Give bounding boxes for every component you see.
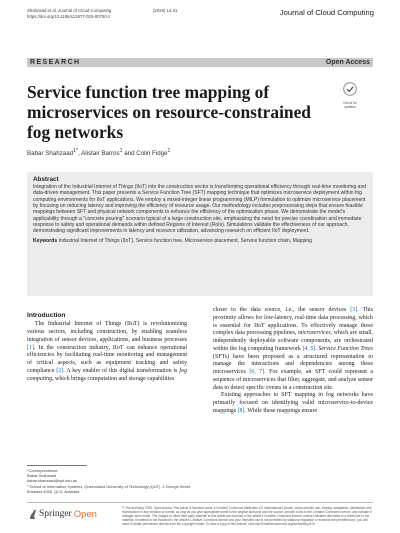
- journal-name: Journal of Cloud Computing: [279, 8, 374, 17]
- body-column-right: [213, 307, 373, 416]
- email-link[interactable]: babar.shahzaad@qut.edu.au: [27, 478, 78, 484]
- keywords: [33, 238, 367, 244]
- author-name: , Alistair Barros: [77, 150, 120, 158]
- doi-link[interactable]: https://doi.org/10.1186/s13677-025-00750-z: [27, 13, 111, 19]
- citation-link[interactable]: [4, 5]: [302, 345, 316, 352]
- citation-link[interactable]: [6, 7]: [249, 369, 265, 375]
- paragraph: Existing approaches to SFT mapping in fog networks have primarily focused on identifying valid microservice-to-device mappings [8]. While these mappings ensure: [213, 392, 373, 414]
- license-text: © The Author(s) 2025. Open Access This article is licensed under a Creative Commons Attribution 4.0 International License, which permits use, sharing, adaptation, distribution and reproduction in any medium or format, as long as you give appropriate credit to the original author(s) and the source, provide a link to the Creative Commons licence, and indicate if changes were made. The images or other third party material in this article are included in the article's Creative Commons licence, unless indicated otherwise in a credit line to the material. If material is not included in the article's Creative Commons licence and your intended use is not permitted by statutory regulation or exceeds the permitted use, you will need to obtain permission directly from the copyright holder. To view a copy of this licence, visit http://creativecommons.org/licenses/by/4.0/.: [122, 506, 372, 527]
- author-affil-mark: 1: [119, 148, 123, 154]
- author-affil-mark: 1: [167, 148, 171, 154]
- article-title: Service function tree mapping of microservices on resource-constrained fog networks: [27, 82, 311, 142]
- citation-link[interactable]: [2]: [56, 367, 64, 374]
- author-list: [27, 148, 170, 157]
- paragraph: closer to the data source, i.e., the sensor devices [3]. This proximity allows for low-latency, real-time data processing, which is essential for IIoT applications. To effectively manage these complex data processing pipelines, microservices, which are small, independently deployable software components, are orchestrated within the fog computing framework [4, 5]. Service Function Trees (SFTs) have been proposed as a structured representation to manage the interactions and dependencies among these microservices [6, 7]. For example, an SFT could represent a sequence of microservices that filter, aggregate, and analyze sensor data to detect specific events in a construction site.: [213, 307, 374, 391]
- citation-link[interactable]: [8]: [237, 407, 245, 414]
- crossmark-text: Check for updates: [342, 101, 358, 109]
- springer-horse-icon: [27, 508, 39, 520]
- author-name: and Colin Fidge: [122, 150, 168, 158]
- footnote-line: Babar Shahzaad: [27, 473, 56, 479]
- publisher-logo: [27, 508, 97, 520]
- paragraph: The Industrial Internet of Things (IIoT) is revolutionizing various sectors, including construction, by enabling seamless integration of sensor devices, applications, and business processes [1]. In the construction industry, IIoT can enhance operational efficiencies by facilitating real-time monitoring and management of critical aspects, such as equipment tracking and safety compliance [2]. A key enabler of this digital transformation is fog computing, which brings computation and storage capabilities: [27, 321, 187, 382]
- running-header: [27, 8, 111, 19]
- abstract-text: Integration of the Industrial Internet of Things (IIoT) into the construction sector is transforming operational efficiency through real-time monitoring and data-driven management. This paper presents a Service Function Tree (SFT) mapping technique that optimizes microservice deployment within fog computing environments for IIoT applications. We employ a mixed-integer linear programming (MILP) formulation to optimize microservice placement by focusing on reducing latency and improving the efficiency of resource usage. Our methodology includes preprocessing steps that ensure feasible mappings between SFT and physical network components to enhance the efficiency of the optimization phase. We demonstrate the model's applicability through a "concrete pouring" scenario typical of a large construction site, emphasizing the need for precise coordination and immediate response to safety and operational demands within defined Regions of Interest (RoIs). Simulations validate the effectiveness of our approach, demonstrating significant improvements in latency and resource utilization, advancing research on efficient IIoT deployment.: [33, 184, 367, 235]
- publisher-name: Springer: [39, 509, 72, 519]
- article-type-label: RESEARCH: [30, 59, 81, 66]
- section-heading: Introduction: [27, 312, 66, 319]
- keywords-label: Keywords: [33, 237, 58, 244]
- bottom-divider: [27, 502, 373, 503]
- author-affil-mark: 1*: [73, 148, 78, 154]
- footnote-line: *Correspondence:: [27, 468, 59, 473]
- crossmark-icon: [343, 82, 357, 96]
- keywords-text: Industrial Internet of Things (IIoT), Service function tree, Microservice placement, Service function chain, Mapping: [58, 237, 313, 244]
- crossmark-badge[interactable]: [339, 82, 361, 109]
- publisher-open: Open: [73, 508, 97, 520]
- footnote-divider: [27, 465, 87, 466]
- abstract-box: [27, 172, 373, 296]
- year-page: (2025) 14:31: [153, 8, 178, 13]
- citation-link[interactable]: [1]: [27, 344, 34, 351]
- author-name: Babar Shahzaad: [27, 150, 74, 158]
- affiliation-line: ¹ School of Information Systems, Queensland University of Technology (QUT), 2 George Street, Brisbane 4000, QLD, Australia: [27, 483, 192, 494]
- citation-link[interactable]: [3]: [350, 307, 358, 313]
- article-type-banner: [27, 58, 373, 67]
- citation-line: Shahzaad et al. Journal of Cloud Computing: [27, 8, 112, 13]
- open-access-label: Open Access: [325, 59, 370, 66]
- abstract-heading: Abstract: [33, 176, 59, 183]
- body-column-left: [27, 312, 187, 383]
- correspondence-footnote: [27, 468, 192, 494]
